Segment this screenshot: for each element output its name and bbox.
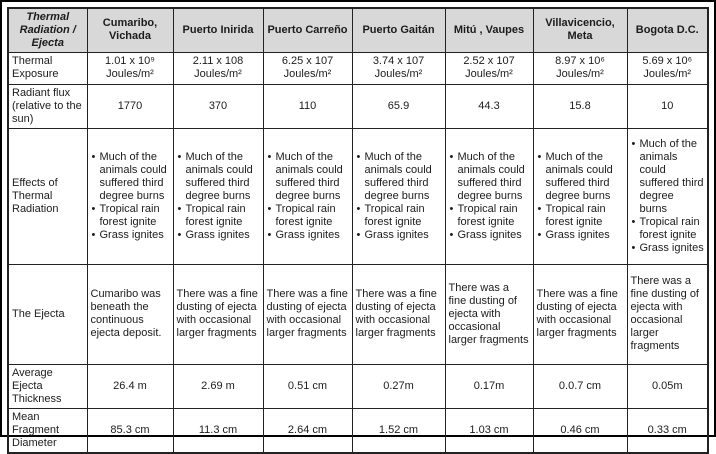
cell-radiant-flux-puerto-carreno: 110	[263, 84, 352, 128]
effects-bullet-list	[91, 151, 170, 242]
impact-effects-table	[7, 7, 709, 454]
cell-effects-puerto-carreno	[263, 128, 352, 264]
row-label-thermal-exposure: Thermal Exposure	[8, 52, 87, 84]
row-radiant-flux	[8, 84, 708, 128]
row-ejecta	[8, 264, 708, 364]
row-label-radiant-flux: Radiant flux (relative to the sun)	[8, 84, 87, 128]
cell-effects-puerto-inirida	[173, 128, 263, 264]
column-header-mitu: Mitú , Vaupes	[445, 8, 533, 52]
row-label-effects: Effects of Thermal Radiation	[8, 128, 87, 264]
column-header-puerto-carreno: Puerto Carreño	[263, 8, 352, 52]
cell-thermal-exposure-puerto-inirida: 2.11 x 108 Joules/m²	[173, 52, 263, 84]
row-effects	[8, 128, 708, 264]
column-header-puerto-gaitan: Puerto Gaitán	[352, 8, 445, 52]
cell-diameter-puerto-carreno: 2.64 cm	[263, 408, 352, 452]
cell-effects-puerto-gaitan	[352, 128, 445, 264]
cell-thickness-puerto-inirida: 2.69 m	[173, 364, 263, 408]
cell-thickness-cumaribo: 26.4 m	[87, 364, 173, 408]
cell-thickness-bogota: 0.05m	[627, 364, 708, 408]
effects-bullet: • Tropical rain forest ignite	[267, 203, 349, 229]
cell-thickness-puerto-gaitan: 0.27m	[352, 364, 445, 408]
cell-diameter-puerto-gaitan: 1.52 cm	[352, 408, 445, 452]
effects-bullet-list	[631, 138, 705, 255]
row-label-ejecta: The Ejecta	[8, 264, 87, 364]
row-avg-ejecta-thickness	[8, 364, 708, 408]
cell-diameter-villavicencio: 0.46 cm	[533, 408, 627, 452]
cell-radiant-flux-villavicencio: 15.8	[533, 84, 627, 128]
page-frame	[7, 7, 709, 454]
cell-diameter-mitu: 1.03 cm	[445, 408, 533, 452]
cell-ejecta-villavicencio: There was a fine dusting of ejecta with occasional larger fragments	[533, 264, 627, 364]
effects-bullet: • Tropical rain forest ignite	[631, 216, 705, 242]
effects-bullet: • Grass ignites	[267, 229, 349, 242]
cell-ejecta-bogota: There was a fine dusting of ejecta with occasional larger fragments	[627, 264, 708, 364]
cell-ejecta-puerto-inirida: There was a fine dusting of ejecta with occasional larger fragments	[173, 264, 263, 364]
cell-thermal-exposure-bogota: 5.69 x 10⁶ Joules/m²	[627, 52, 708, 84]
cell-thickness-mitu: 0.17m	[445, 364, 533, 408]
effects-bullet: • Grass ignites	[177, 229, 260, 242]
cell-thermal-exposure-cumaribo: 1.01 x 10⁹ Joules/m²	[87, 52, 173, 84]
effects-bullet: • Grass ignites	[631, 242, 705, 255]
row-thermal-exposure	[8, 52, 708, 84]
cell-ejecta-puerto-carreno: There was a fine dusting of ejecta with occasional larger fragments	[263, 264, 352, 364]
row-label-avg-ejecta-thickness: Average Ejecta Thickness	[8, 364, 87, 408]
effects-bullet: • Grass ignites	[537, 229, 624, 242]
effects-bullet: • Much of the animals could suffered third degree burns	[177, 151, 260, 203]
cell-ejecta-mitu: There was a fine dusting of ejecta with occasional larger fragments	[445, 264, 533, 364]
column-header-bogota: Bogota D.C.	[627, 8, 708, 52]
cell-radiant-flux-mitu: 44.3	[445, 84, 533, 128]
cell-thickness-villavicencio: 0.0.7 cm	[533, 364, 627, 408]
cell-thermal-exposure-puerto-gaitan: 3.74 x 107 Joules/m²	[352, 52, 445, 84]
cell-effects-cumaribo	[87, 128, 173, 264]
effects-bullet: • Much of the animals could suffered third degree burns	[537, 151, 624, 203]
cell-ejecta-cumaribo: Cumaribo was beneath the continuous ejecta deposit.	[87, 264, 173, 364]
cell-effects-bogota	[627, 128, 708, 264]
effects-bullet: • Grass ignites	[91, 229, 170, 242]
column-header-cumaribo: Cumaribo, Vichada	[87, 8, 173, 52]
cell-thermal-exposure-mitu: 2.52 x 107 Joules/m²	[445, 52, 533, 84]
effects-bullet-list	[177, 151, 260, 242]
row-label-mean-fragment-diameter: Mean Fragment Diameter	[8, 408, 87, 452]
effects-bullet-list	[356, 151, 442, 242]
effects-bullet: • Much of the animals could suffered third degree burns	[91, 151, 170, 203]
cell-thermal-exposure-puerto-carreno: 6.25 x 107 Joules/m²	[263, 52, 352, 84]
cell-radiant-flux-cumaribo: 1770	[87, 84, 173, 128]
cell-effects-villavicencio	[533, 128, 627, 264]
cell-ejecta-puerto-gaitan: There was a fine dusting of ejecta with occasional larger fragments	[352, 264, 445, 364]
cell-radiant-flux-puerto-inirida: 370	[173, 84, 263, 128]
header-row	[8, 8, 708, 52]
effects-bullet: • Tropical rain forest ignite	[537, 203, 624, 229]
column-header-puerto-inirida: Puerto Inirida	[173, 8, 263, 52]
cell-diameter-bogota: 0.33 cm	[627, 408, 708, 452]
cell-thickness-puerto-carreno: 0.51 cm	[263, 364, 352, 408]
cell-radiant-flux-bogota: 10	[627, 84, 708, 128]
effects-bullet: • Tropical rain forest ignite	[177, 203, 260, 229]
effects-bullet: • Much of the animals could suffered third degree burns	[631, 138, 705, 216]
effects-bullet: • Much of the animals could suffered third degree burns	[356, 151, 442, 203]
column-header-villavicencio: Villavicencio, Meta	[533, 8, 627, 52]
effects-bullet: • Grass ignites	[356, 229, 442, 242]
effects-bullet: • Much of the animals could suffered third degree burns	[267, 151, 349, 203]
effects-bullet: • Grass ignites	[449, 229, 530, 242]
cell-effects-mitu	[445, 128, 533, 264]
cell-radiant-flux-puerto-gaitan: 65.9	[352, 84, 445, 128]
effects-bullet-list	[449, 151, 530, 242]
cell-diameter-cumaribo: 85.3 cm	[87, 408, 173, 452]
cell-diameter-puerto-inirida: 11.3 cm	[173, 408, 263, 452]
effects-bullet: • Much of the animals could suffered third degree burns	[449, 151, 530, 203]
cell-thermal-exposure-villavicencio: 8.97 x 10⁶ Joules/m²	[533, 52, 627, 84]
effects-bullet: • Tropical rain forest ignite	[449, 203, 530, 229]
effects-bullet-list	[537, 151, 624, 242]
effects-bullet-list	[267, 151, 349, 242]
effects-bullet: • Tropical rain forest ignite	[91, 203, 170, 229]
corner-header: Thermal Radiation / Ejecta	[8, 8, 87, 52]
effects-bullet: • Tropical rain forest ignite	[356, 203, 442, 229]
row-mean-fragment-diameter	[8, 408, 708, 452]
